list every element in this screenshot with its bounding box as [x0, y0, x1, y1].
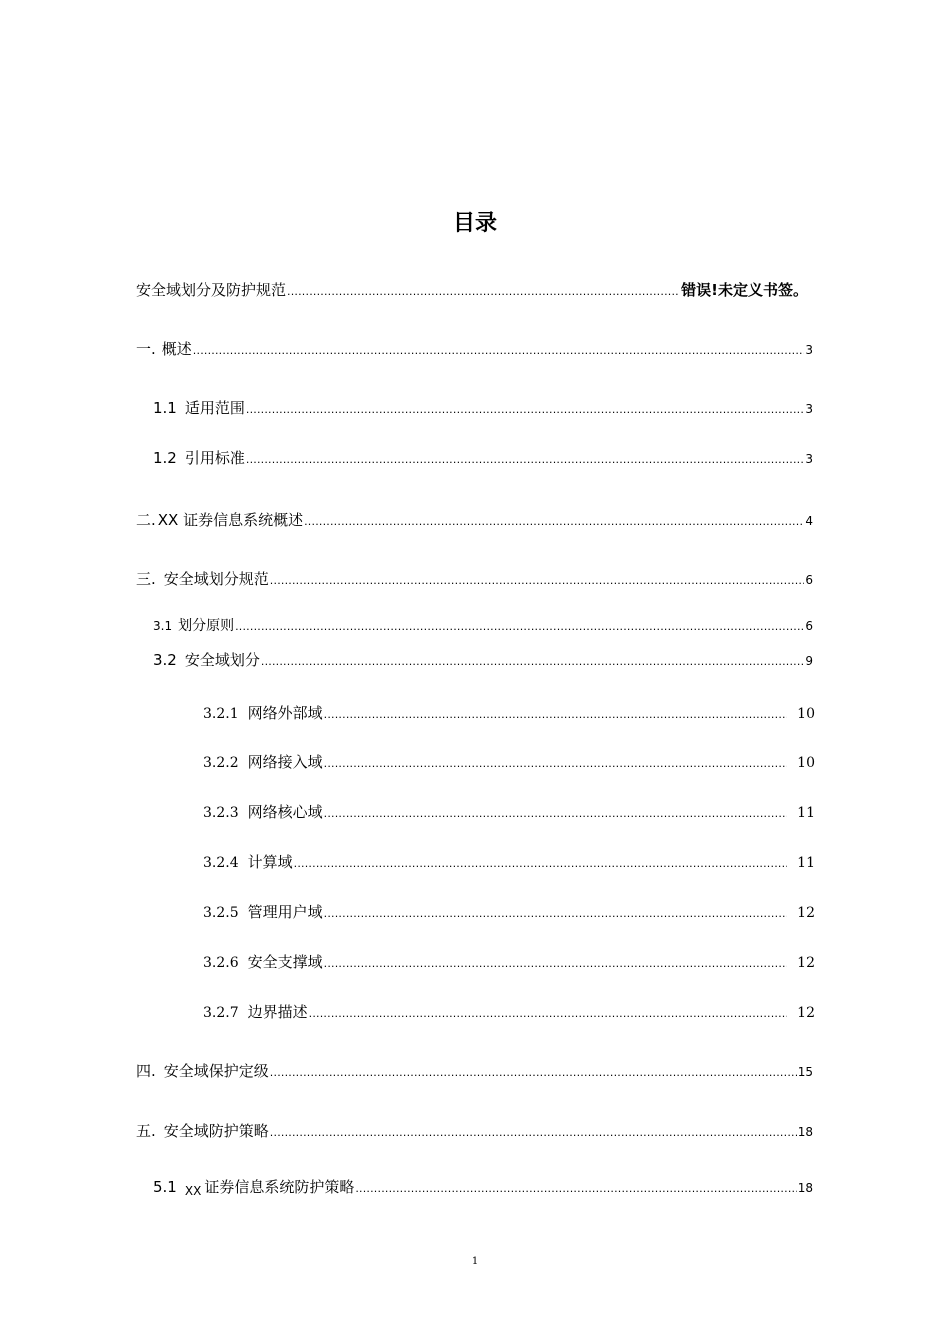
- toc-entry-number: 5.1: [153, 1178, 177, 1196]
- toc-leader-dots: [309, 1002, 787, 1026]
- toc-entry-number: 一.: [136, 340, 156, 358]
- toc-entry-page: 11: [797, 805, 815, 821]
- toc-leader-dots: [324, 802, 787, 826]
- toc-leader-dots: [193, 339, 805, 363]
- toc-entry-title: 网络核心域: [247, 803, 323, 821]
- toc-leader-dots: [294, 852, 787, 876]
- toc-entry-page: 6: [805, 619, 813, 633]
- toc-entry-page: 10: [797, 755, 815, 771]
- toc-entry[interactable]: [203, 800, 815, 824]
- toc-entry[interactable]: [203, 750, 815, 774]
- toc-leader-dots: [261, 650, 804, 674]
- toc-entry[interactable]: [153, 648, 813, 672]
- toc-leader-dots: [270, 1121, 797, 1145]
- toc-entry-number: 五.: [136, 1122, 156, 1140]
- toc-entry-number: 三.: [136, 570, 156, 588]
- toc-entry-title: 安全域划分规范: [163, 570, 269, 588]
- toc-entry-page: 10: [797, 706, 815, 722]
- toc-leader-dots: [324, 752, 787, 776]
- toc-leader-dots: [324, 703, 787, 727]
- toc-entry[interactable]: [153, 614, 813, 638]
- footer-page-number: 1: [471, 1256, 479, 1267]
- toc-entry-title: 网络外部域: [247, 704, 323, 722]
- toc-entry-number: 3.2.2: [203, 755, 239, 771]
- toc-entry-title: 管理用户域: [247, 903, 323, 921]
- toc-entry-page: 15: [797, 1065, 813, 1079]
- toc-entry-title: 划分原则: [178, 618, 235, 634]
- toc-entry-page: 12: [797, 1005, 815, 1021]
- toc-entry[interactable]: [203, 701, 815, 725]
- toc-entry-number: 3.1: [153, 619, 173, 633]
- toc-entry[interactable]: [203, 1000, 815, 1024]
- toc-entry[interactable]: [136, 1059, 813, 1083]
- toc-entry[interactable]: [136, 567, 813, 591]
- toc-entry-title: 引用标准: [184, 449, 245, 467]
- toc-entry-page: 3: [805, 343, 813, 357]
- toc-entry[interactable]: [203, 950, 815, 974]
- toc-leader-dots: [270, 569, 805, 593]
- toc-entry-page: 12: [797, 905, 815, 921]
- toc-entry-title: 网络接入域: [247, 753, 323, 771]
- toc-entry-number: 3.2: [153, 651, 177, 669]
- toc-entry-number: 3.2.7: [203, 1005, 239, 1021]
- toc-entry-page: 9: [805, 654, 813, 668]
- toc-entry-title: 安全支撑域: [247, 953, 323, 971]
- toc-entry[interactable]: [136, 278, 808, 302]
- toc-entry-subscript: XX: [184, 1184, 202, 1198]
- toc-entry-number: 3.2.5: [203, 905, 239, 921]
- toc-entry-page: 3: [805, 402, 813, 416]
- toc-entry-page: 18: [797, 1181, 813, 1195]
- toc-entry[interactable]: [203, 850, 815, 874]
- toc-entry-title: 安全域划分及防护规范: [136, 281, 287, 299]
- toc-entry[interactable]: [136, 508, 813, 532]
- toc-entry-page: 12: [797, 955, 815, 971]
- toc-leader-dots: [246, 448, 804, 472]
- toc-entry-page: 11: [797, 855, 815, 871]
- toc-leader-dots: [246, 398, 804, 422]
- toc-entry-title: 边界描述: [247, 1003, 308, 1021]
- toc-entry-title: 概述: [161, 340, 192, 358]
- toc-entry-title: 适用范围: [184, 399, 245, 417]
- toc-entry-page: 18: [797, 1125, 813, 1139]
- toc-entry-title: 计算域: [247, 853, 293, 871]
- toc-entry-number: 3.2.1: [203, 706, 239, 722]
- toc-leader-dots: [270, 1061, 797, 1085]
- toc-entry-number: 3.2.3: [203, 805, 239, 821]
- toc-entry[interactable]: [203, 900, 815, 924]
- toc-entry-number: 1.2: [153, 449, 177, 467]
- toc-entry-title: 证券信息系统防护策略: [204, 1178, 355, 1196]
- toc-entry-number: 3.2.6: [203, 955, 239, 971]
- toc-entry-title: XX 证券信息系统概述: [157, 511, 304, 529]
- toc-entry-page-error: 错误!未定义书签。: [681, 281, 808, 299]
- toc-entry-page: 4: [805, 514, 813, 528]
- toc-entry-page: 6: [805, 573, 813, 587]
- toc-leader-dots: [287, 280, 680, 304]
- toc-entry[interactable]: [153, 446, 813, 470]
- toc-leader-dots: [235, 615, 804, 639]
- toc-entry-page: 3: [805, 452, 813, 466]
- page-title: 目录: [452, 211, 497, 236]
- toc-leader-dots: [304, 510, 804, 534]
- toc-entry-number: 1.1: [153, 399, 177, 417]
- toc-entry[interactable]: [153, 396, 813, 420]
- toc-entry[interactable]: [136, 337, 813, 361]
- toc-entry[interactable]: [153, 1175, 813, 1199]
- toc-leader-dots: [324, 902, 787, 926]
- toc-leader-dots: [324, 952, 787, 976]
- toc-entry-title: 安全域防护策略: [163, 1122, 269, 1140]
- toc-entry-title: 安全域划分: [184, 651, 260, 669]
- toc-entry-number: 3.2.4: [203, 855, 239, 871]
- toc-entry-title: 安全域保护定级: [163, 1062, 269, 1080]
- toc-entry-number: 二.: [136, 511, 156, 529]
- toc-entry[interactable]: [136, 1119, 813, 1143]
- toc-leader-dots: [355, 1177, 796, 1201]
- toc-entry-number: 四.: [136, 1062, 156, 1080]
